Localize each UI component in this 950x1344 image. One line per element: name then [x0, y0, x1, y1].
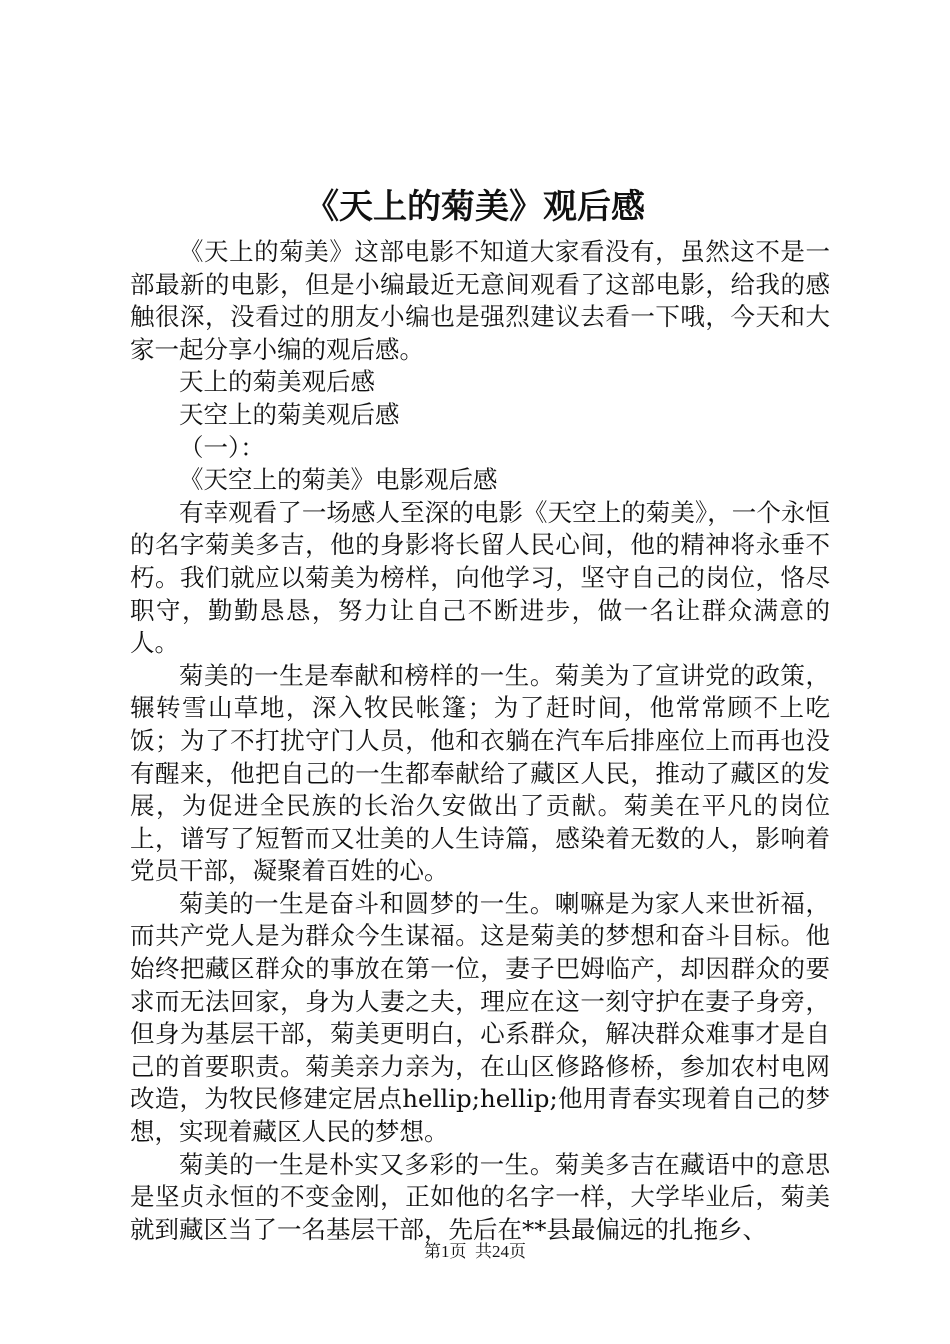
paragraph-body-3: 菊美的一生是奋斗和圆梦的一生。喇嘛是为家人来世祈福，而共产党人是为群众今生谋福。这是菊美的梦想和奋斗目标。他始终把藏区群众的事放在第一位，妻子巴姆临产，却因群众的要求而无法回家，身为人妻之夫，理应在这一刻守护在妻子身旁，但身为基层干部，菊美更明白，心系群众，解决群众难事才是自己的首要职责。菊美亲力亲为，在山区修路修桥，参加农村电网改造，为牧民修建定居点hellip;hellip;他用青春实现着自己的梦想，实现着藏区人民的梦想。: [130, 888, 830, 1147]
paragraph-body-4: 菊美的一生是朴实又多彩的一生。菊美多吉在藏语中的意思是坚贞永恒的不变金刚，正如他的名字一样，大学毕业后，菊美就到藏区当了一名基层干部，先后在**县最偏远的扎拖乡、: [130, 1149, 830, 1244]
paragraph-body-1: 有幸观看了一场感人至深的电影《天空上的菊美》，一个永恒的名字菊美多吉，他的身影将长留人民心间，他的精神将永垂不朽。我们就应以菊美为榜样，向他学习，坚守自己的岗位，恪尽职守，勤勤恳恳，努力让自己不断进步，做一名让群众满意的人。: [130, 497, 830, 658]
paragraph-subtitle-1: 天上的菊美观后感: [179, 367, 375, 397]
paragraph-body-2: 菊美的一生是奉献和榜样的一生。菊美为了宣讲党的政策，辗转雪山草地，深入牧民帐篷；为了赶时间，他常常顾不上吃饭；为了不打扰守门人员，他和衣躺在汽车后排座位上而再也没有醒来，他把自己的一生都奉献给了藏区人民，推动了藏区的发展，为促进全民族的长治久安做出了贡献。菊美在平凡的岗位上，谱写了短暂而又壮美的人生诗篇，感染着无数的人，影响着党员干部，凝聚着百姓的心。: [130, 660, 830, 886]
paragraph-section-marker: （一）：: [179, 432, 265, 462]
paragraph-subtitle-2: 天空上的菊美观后感: [179, 399, 400, 429]
paragraph-section-heading: 《天空上的菊美》电影观后感: [179, 465, 498, 495]
paragraph-intro: 《天上的菊美》这部电影不知道大家看没有，虽然这不是一部最新的电影，但是小编最近无意间观看了这部电影，给我的感触很深，没看过的朋友小编也是强烈建议去看一下哦，今天和大家一起分享小编的观后感。: [130, 237, 830, 364]
page-total: 共24页: [475, 1242, 526, 1261]
page-footer: [0, 1240, 950, 1264]
page-number: 第1页: [424, 1242, 467, 1261]
page-title: 《天上的菊美》观后感: [305, 187, 645, 227]
document-body: [130, 236, 830, 1246]
